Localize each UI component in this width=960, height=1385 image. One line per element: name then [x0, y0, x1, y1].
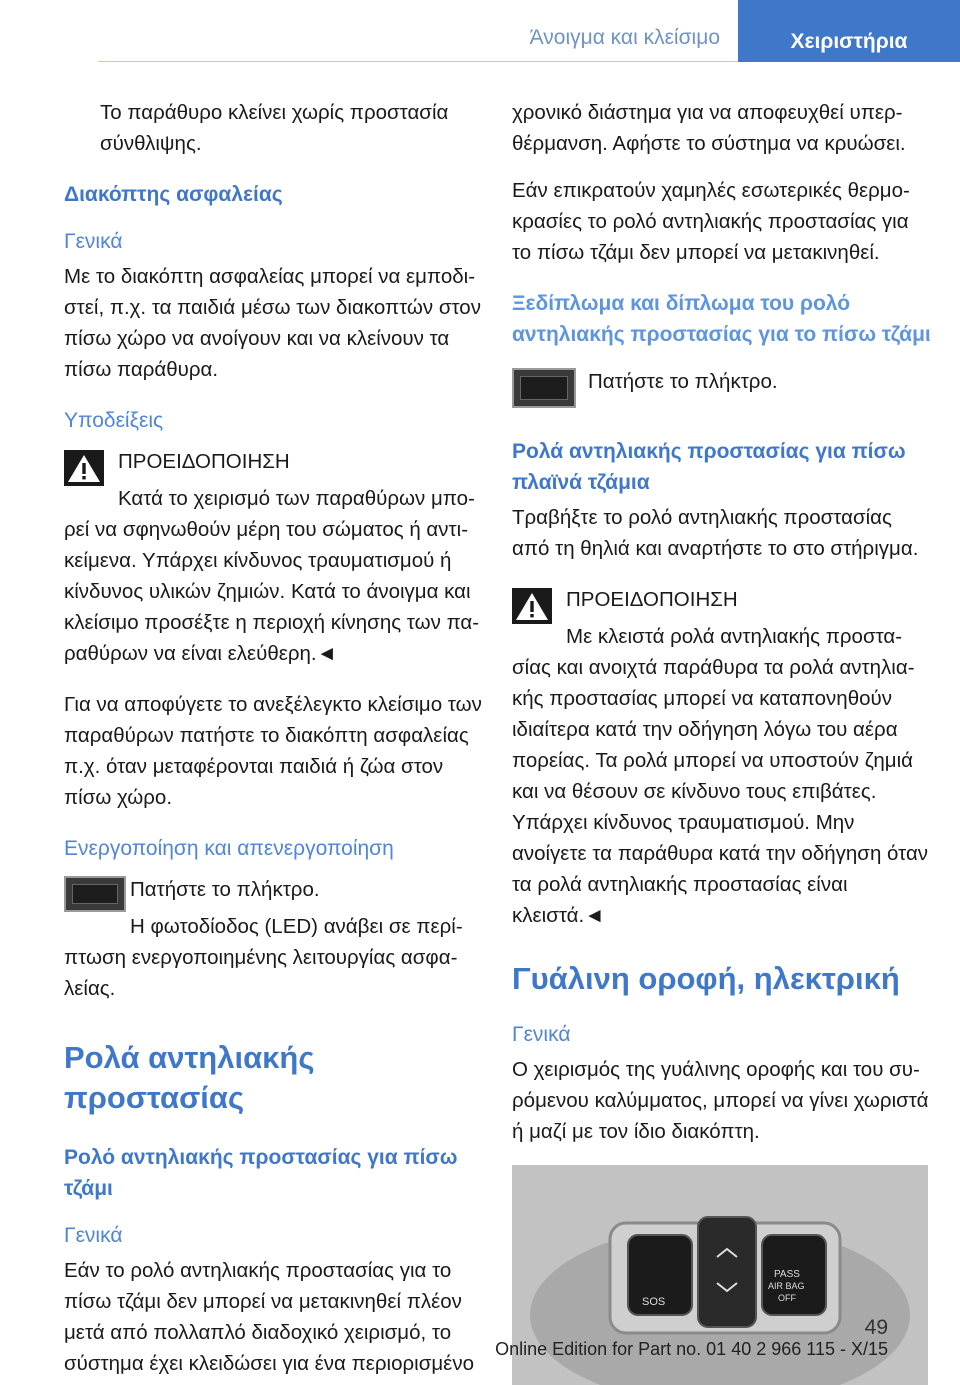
- continued-text: χρονικό διάστημα για να αποφευχθεί υπερθέρμανση. Αφήστε το σύστημα να κρυώσει.: [512, 101, 906, 155]
- side-sunblind-heading: Ρολά αντηλιακής προστασίας για πίσω πλαϊνά τζάμια: [512, 440, 906, 494]
- window-lock-button-icon: [64, 876, 126, 912]
- warning-block-2: [512, 584, 932, 931]
- warning-triangle-icon: [512, 588, 552, 624]
- extend-press-text: Πατήστε το πλήκτρο.: [588, 370, 778, 393]
- extend-heading: Ξεδίπλωμα και δίπλωμα του ρολό αντηλιακής προστασίας για το πίσω τζάμι: [512, 292, 931, 346]
- sunblinds-heading: Ρολά αντηλιακής προστασίας: [64, 1040, 315, 1115]
- page-number: 49: [864, 1316, 888, 1339]
- airbag-label: AIR BAG: [768, 1281, 805, 1291]
- sunblind-button-icon: [512, 368, 576, 408]
- warning-text: Κατά το χειρισμό των παραθύρων μπορεί να σφηνωθούν μέρη του σώματος ή αντικείμενα. Υπάρχει κίνδυνος τραυματισμού ή κίνδυνος υλικών ζημιών. Κατά το άνοιγμα και κλείσιμο προσέξτε η περιοχή κίνησης των παραθύρων να είναι ελεύθερη.◄: [64, 487, 480, 665]
- left-column: [64, 90, 484, 1379]
- section-title: Άνοιγμα και κλείσιμο: [529, 26, 720, 49]
- led-text: Η φωτοδίοδος (LED) ανάβει σε περίπτωση ενεργοποιημένης λειτουργίας ασφαλείας.: [64, 915, 463, 1000]
- warning-triangle-icon: [64, 450, 104, 486]
- low-temp-text: Εάν επικρατούν χαμηλές εσωτερικές θερμοκρασίες το ρολό αντηλιακής προστασίας για το πίσω τζάμι δεν μπορεί να μετακινηθεί.: [512, 179, 910, 264]
- warning-label: ΠΡΟΕΙΔΟΠΟΙΗΣΗ: [566, 588, 738, 611]
- rear-sunblind-heading: Ρολό αντηλιακής προστασίας για πίσω τζάμι: [64, 1146, 458, 1200]
- chapter-tab: Χειριστήρια: [738, 0, 960, 62]
- hints-heading: Υποδείξεις: [64, 409, 164, 432]
- activation-heading: Ενεργοποίηση και απενεργοποίηση: [64, 837, 394, 860]
- button-instruction: [64, 874, 484, 1004]
- side-sunblind-text: Τραβήξτε το ρολό αντηλιακής προστασίας από τη θηλιά και αναρτήστε το στο στήριγμα.: [512, 506, 919, 560]
- warning-text: Με κλειστά ρολά αντηλιακής προστασίας και ανοιχτά παράθυρα τα ρολά αντηλιακής προστασίας μπορεί να καταπονηθούν ιδιαίτερα κατά την οδήγηση λόγω του αέρα πορείας. Τα ρολά μπορεί να υποστούν ζημιά και να θέσουν σε κίνδυνο τους επιβάτες. Υπάρχει κίνδυνος τραυματισμού. Μην ανοίγετε τα παράθυρα κατά την οδήγηση όταν τα ρολά αντηλιακής προστασίας είναι κλειστά.◄: [512, 625, 929, 927]
- footer-edition: Online Edition for Part no. 01 40 2 966 115 - X/15: [495, 1339, 888, 1359]
- off-label: OFF: [778, 1293, 796, 1303]
- roof-text: Ο χειρισμός της γυάλινης οροφής και του συρόμενου καλύμματος, μπορεί να γίνει χωριστά ή μαζί με τον ίδιο διακόπτη.: [512, 1058, 929, 1143]
- extend-button-instruction: [512, 366, 932, 412]
- general-text: Με το διακόπτη ασφαλείας μπορεί να εμποδιστεί, π.χ. τα παιδιά μέσω των διακοπτών στον πίσω χώρο να ανοίγουν και να κλείνουν τα πίσω παράθυρα.: [64, 265, 481, 381]
- page-header: [0, 0, 960, 62]
- general-heading: Γενικά: [64, 230, 123, 253]
- safety-switch-heading: Διακόπτης ασφαλείας: [64, 183, 283, 206]
- roof-general-heading: Γενικά: [512, 1023, 571, 1046]
- glass-roof-heading: Γυάλινη οροφή, ηλεκτρική: [512, 961, 900, 996]
- sos-label: SOS: [642, 1296, 666, 1308]
- avoid-text: Για να αποφύγετε το ανεξέλεγκτο κλείσιμο των παραθύρων πατήστε το διακόπτη ασφαλείας π.χ. όταν μεταφέρονται παιδιά ή ζώα στον πίσω χώρο.: [64, 693, 482, 809]
- pass-label: PASS: [774, 1269, 800, 1280]
- press-button-text: Πατήστε το πλήκτρο.: [130, 878, 320, 901]
- warning-label: ΠΡΟΕΙΔΟΠΟΙΗΣΗ: [118, 450, 290, 473]
- general-heading-2: Γενικά: [64, 1224, 123, 1247]
- warning-block: [64, 446, 484, 669]
- rear-general-text: Εάν το ρολό αντηλιακής προστασίας για το πίσω τζάμι δεν μπορεί να μετακινηθεί πλέον μετά από πολλαπλό διαδοχικό χειρισμό, το σύστημα έχει κλειδώσει για ένα περιορισμένο: [64, 1259, 474, 1375]
- intro-text: Το παράθυρο κλείνει χωρίς προστασία σύνθλιψης.: [100, 101, 449, 155]
- right-column: [512, 90, 932, 1385]
- header-rule: [98, 61, 738, 62]
